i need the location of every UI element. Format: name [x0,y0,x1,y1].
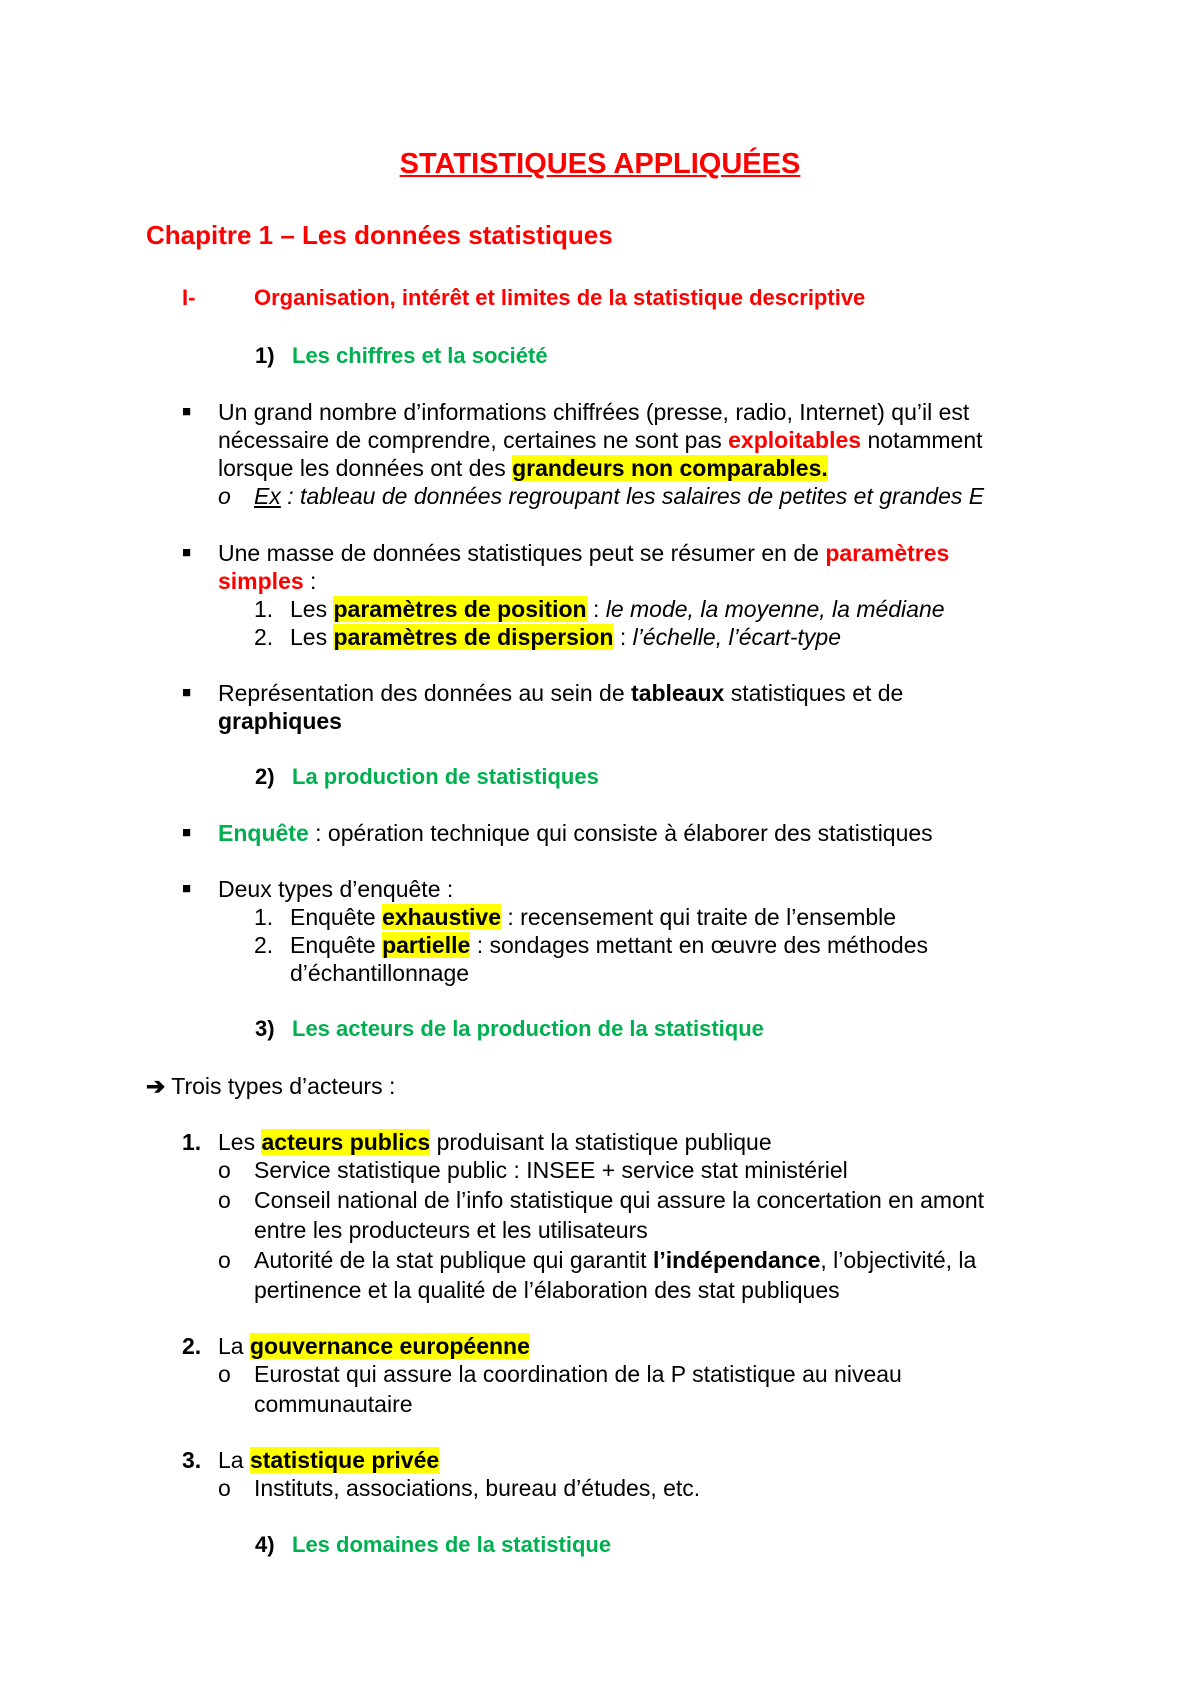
subsection-number: 4) [255,1532,275,1557]
subsection-number: 2) [255,764,275,789]
list-number: 2. [254,624,274,650]
list-number: 1. [182,1129,202,1155]
paragraph-line: Deux types d’enquête : [218,876,454,902]
list-number: 1. [254,904,274,930]
square-bullet-icon: ■ [182,544,192,561]
list-item: Enquête exhaustive : recensement qui traite de l’ensemble [290,904,897,930]
document-title: STATISTIQUES APPLIQUÉES [399,148,801,180]
square-bullet-icon: ■ [182,824,192,841]
square-bullet-icon: ■ [182,684,192,701]
circle-bullet-icon: o [218,1475,231,1501]
chapter-heading: Chapitre 1 – Les données statistiques [146,220,613,250]
circle-bullet-icon: o [218,1157,231,1183]
arrow-right-icon: ➔ [146,1073,166,1099]
circle-bullet-icon: o [218,1247,231,1273]
list-item-continuation: d’échantillonnage [290,960,470,986]
paragraph-line: Une masse de données statistiques peut se résumer en de paramètres [218,540,950,566]
circle-bullet-icon: o [218,1187,231,1213]
list-item: Les paramètres de position : le mode, la moyenne, la médiane [290,596,945,622]
list-number: 2. [254,932,274,958]
paragraph-line: lorsque les données ont des grandeurs non comparables. [218,455,828,481]
subsection-title: Les acteurs de la production de la statistique [292,1016,764,1041]
paragraph-line: graphiques [218,708,342,734]
sub-item-continuation: communautaire [254,1391,413,1417]
list-item: Enquête partielle : sondages mettant en œuvre des méthodes [290,932,929,958]
sub-item: Eurostat qui assure la coordination de la P statistique au niveau [254,1361,902,1387]
list-number: 3. [182,1447,202,1473]
square-bullet-icon: ■ [182,880,192,897]
example-line: Ex : tableau de données regroupant les salaires de petites et grandes E [254,483,985,509]
subsection-number: 1) [255,343,275,368]
keyword-exploitables: exploitables [728,427,862,453]
list-item: La statistique privée [218,1447,440,1473]
circle-bullet-icon: o [218,1361,231,1387]
sub-item: Service statistique public : INSEE + service stat ministériel [254,1157,848,1183]
list-item: Les acteurs publics produisant la statistique publique [218,1129,772,1155]
sub-item-continuation: pertinence et la qualité de l’élaboration des stat publiques [254,1277,840,1303]
paragraph-line: Un grand nombre d’informations chiffrées (presse, radio, Internet) qu’il est [218,399,970,425]
sub-item: Conseil national de l’info statistique qui assure la concertation en amont [254,1187,985,1213]
list-item: La gouvernance européenne [218,1333,530,1359]
intro-line: ➔ Trois types d’acteurs : [146,1073,396,1099]
list-number: 1. [254,596,274,622]
list-number: 2. [182,1333,202,1359]
circle-bullet-icon: o [218,483,231,509]
subsection-title: Les chiffres et la société [292,343,548,368]
subsection-title: Les domaines de la statistique [292,1532,612,1557]
paragraph-line: Représentation des données au sein de tableaux statistiques et de [218,680,904,706]
paragraph-line: Enquête : opération technique qui consiste à élaborer des statistiques [218,820,933,846]
list-item: Les paramètres de dispersion : l’échelle, l’écart-type [290,624,841,650]
paragraph-line: simples : [218,568,317,594]
subsection-title: La production de statistiques [292,764,599,789]
sub-item: Instituts, associations, bureau d’études, etc. [254,1475,701,1501]
sub-item-continuation: entre les producteurs et les utilisateurs [254,1217,648,1243]
highlight-grandeurs: grandeurs non comparables. [512,455,828,481]
paragraph-line: nécessaire de comprendre, certaines ne sont pas exploitables notamment [218,427,983,453]
section-title: Organisation, intérêt et limites de la statistique descriptive [254,285,866,310]
subsection-number: 3) [255,1016,275,1041]
square-bullet-icon: ■ [182,403,192,420]
section-number: I- [182,285,196,310]
sub-item: Autorité de la stat publique qui garantit l’indépendance, l’objectivité, la [254,1247,977,1273]
